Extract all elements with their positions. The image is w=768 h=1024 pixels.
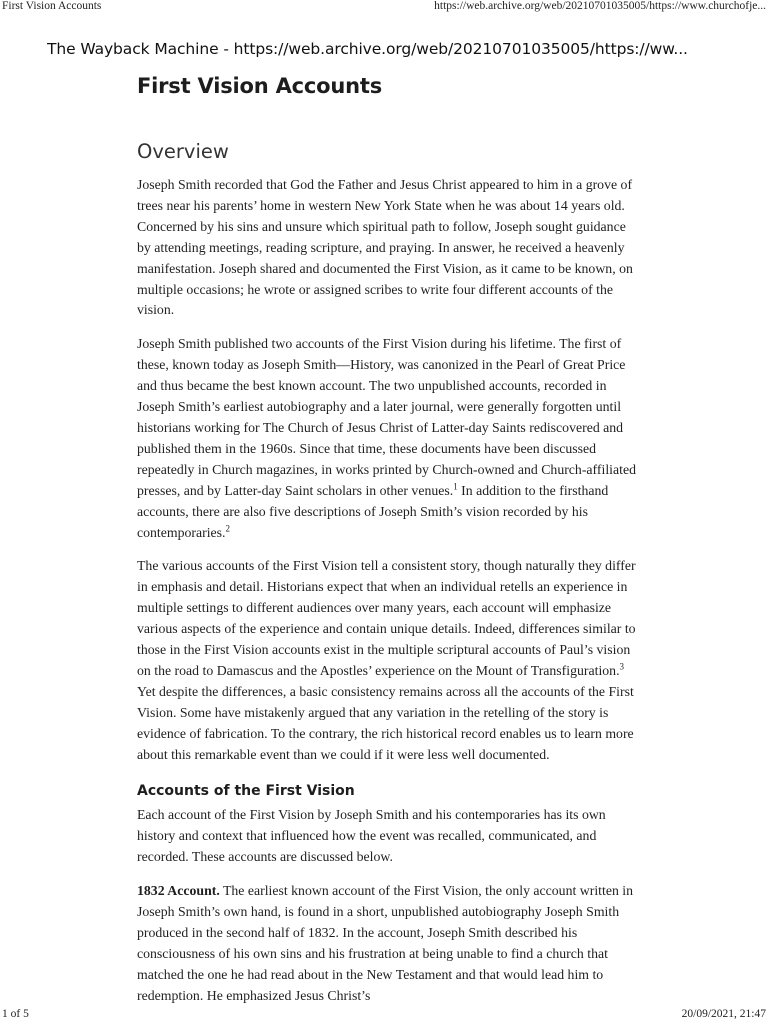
paragraph-3 xyxy=(137,556,637,765)
paragraph-2-text-a: Joseph Smith published two accounts of the First Vision during his lifetime. The first of these, known today as Joseph Smith—History, was canonized in the Pearl of Great Price and thus became the best known account. The two unpublished accounts, recorded in Joseph Smith’s earliest autobiography and a later journal, were generally forgotten until historians working for The Church of Jesus Christ of Latter-day Saints rediscovered and published them in the 1960s. Since that time, these documents have been discussed repeatedly in Church magazines, in works printed by Church-owned and Church-affiliated presses, and by Latter-day Saint scholars in other venues. xyxy=(137,336,636,498)
print-datetime: 20/09/2021, 21:47 xyxy=(681,1008,766,1020)
page-number: 1 of 5 xyxy=(2,1008,29,1020)
paragraph-2-text-b: In addition to the firsthand accounts, there are also five descriptions of Joseph Smith’s vision recorded by his contemporaries. xyxy=(137,482,609,540)
paragraph-5-text: The earliest known account of the First Vision, the only account written in Joseph Smith’s own hand, is found in a short, unpublished autobiography Joseph Smith produced in the second half of 1832. In the account, Joseph Smith described his consciousness of his own sins and his frustration at being unable to find a church that matched the one he had read about in the New Testament and that would lead him to redemption. He emphasized Jesus Christ’s xyxy=(137,883,634,1003)
overview-heading: Overview xyxy=(137,140,229,163)
paragraph-3-text-b: Yet despite the differences, a basic consistency remains across all the accounts of the First Vision. Some have mistakenly argued that any variation in the retelling of the story is evidence of fabrication. To the contrary, the rich historical record enables us to learn more about this remarkable event than we could if it were less well documented. xyxy=(137,683,634,762)
wayback-banner: The Wayback Machine - https://web.archive.org/web/20210701035005/https://ww... xyxy=(47,40,688,58)
paragraph-1: Joseph Smith recorded that God the Father and Jesus Christ appeared to him in a grove of trees near his parents’ home in western New York State when he was about 14 years old. Concerned by his sins and unsure which spiritual path to follow, Joseph sought guidance by attending meetings, reading scripture, and praying. In answer, he received a heavenly manifestation. Joseph shared and documented the First Vision, as it came to be known, on multiple occasions; he wrote or assigned scribes to write four different accounts of the vision. xyxy=(137,177,633,318)
paragraph-2 xyxy=(137,334,637,543)
footnote-1-link[interactable]: 1 xyxy=(453,481,458,492)
print-header-url: https://web.archive.org/web/20210701035005/https://www.churchofje... xyxy=(434,0,766,12)
print-header xyxy=(0,0,768,16)
footnote-3-link[interactable]: 3 xyxy=(619,661,625,672)
print-header-title: First Vision Accounts xyxy=(2,0,102,12)
paragraph-5-lead: 1832 Account. xyxy=(137,883,220,899)
accounts-heading: Accounts of the First Vision xyxy=(137,783,355,800)
paragraph-5 xyxy=(137,881,637,1006)
paragraph-4: Each account of the First Vision by Joseph Smith and his contemporaries has its own history and context that influenced how the event was recalled, communicated, and recorded. These accounts are discussed below. xyxy=(137,807,606,865)
print-footer xyxy=(0,1006,768,1020)
paragraph-3-text-a: The various accounts of the First Vision tell a consistent story, though naturally they differ in emphasis and detail. Historians expect that when an individual retells an experience in multiple settings to different audiences over many years, each account will emphasize various aspects of the experience and contain unique details. Indeed, differences similar to those in the First Vision accounts exist in the multiple scriptural accounts of Paul’s vision on the road to Damascus and the Apostles’ experience on the Mount of Transfiguration. xyxy=(137,558,636,678)
article-content xyxy=(137,74,637,1020)
footnote-2-link[interactable]: 2 xyxy=(225,522,230,533)
page-title: First Vision Accounts xyxy=(137,74,383,98)
